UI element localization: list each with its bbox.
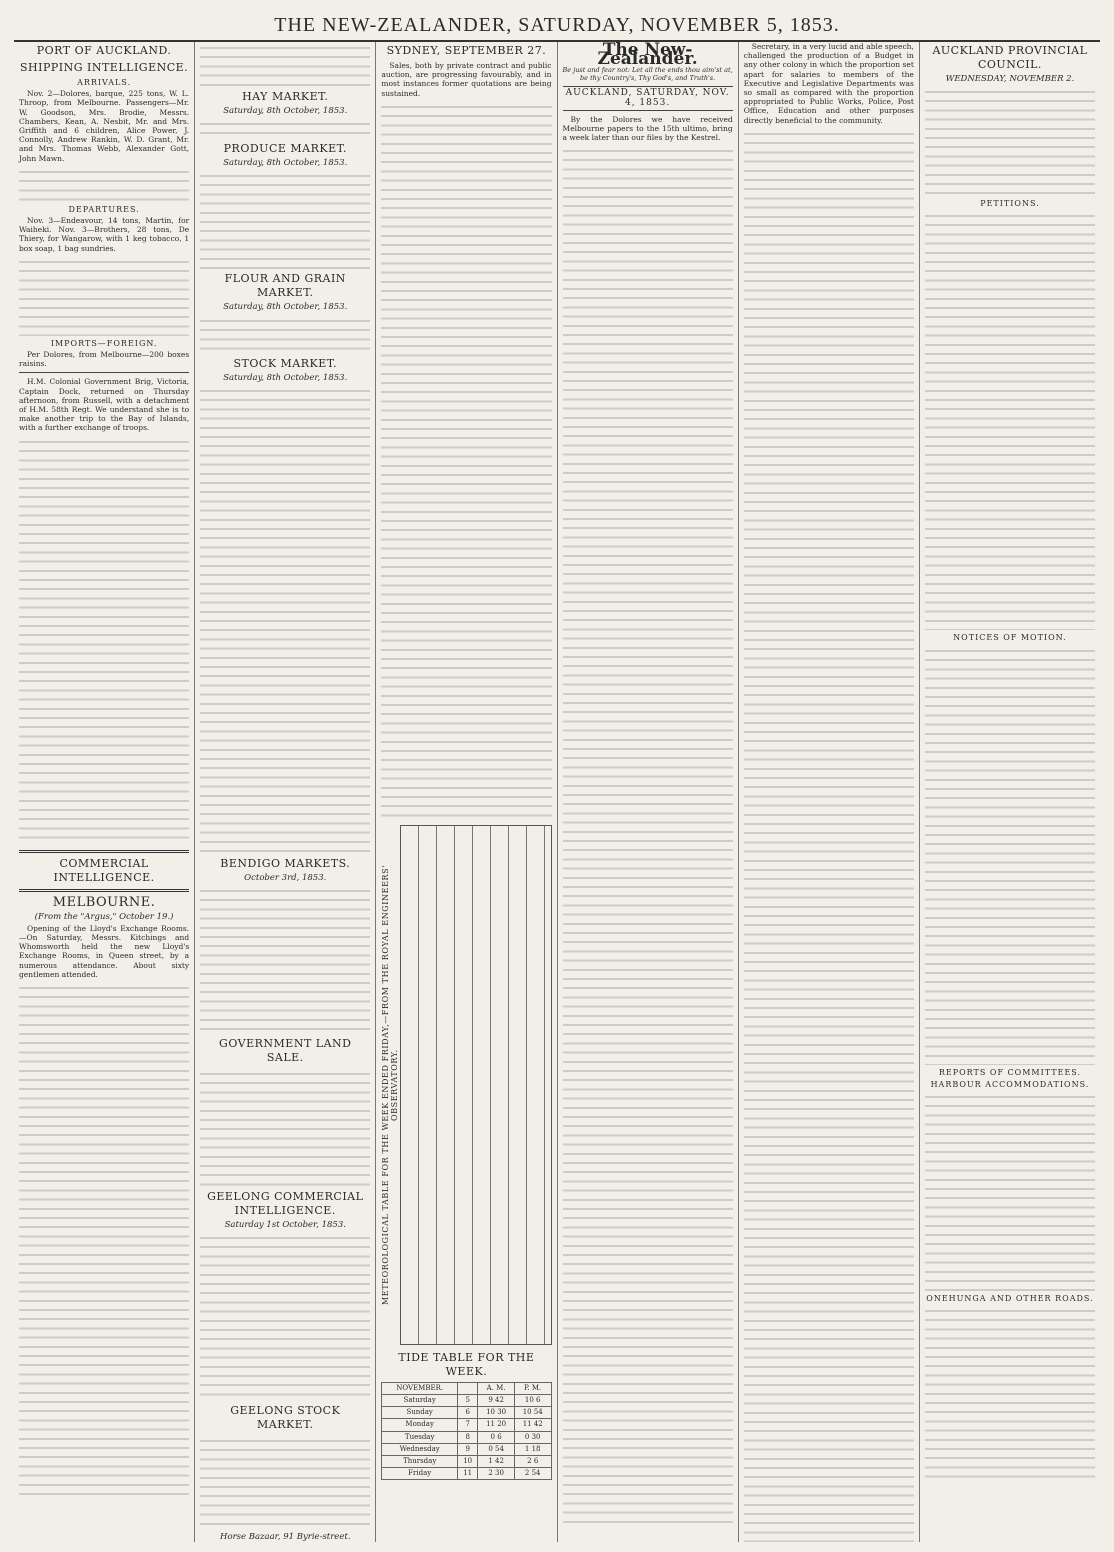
flour-market-date: Saturday, 8th October, 1853.	[223, 302, 348, 313]
tide-col-header	[458, 1382, 478, 1394]
land-sale-heading: GOVERNMENT LAND SALE.	[219, 1037, 352, 1065]
tide-cell: 9 42	[478, 1395, 515, 1407]
text-block	[925, 1305, 1095, 1485]
tide-table	[381, 1351, 551, 1481]
table-row	[382, 1468, 551, 1480]
column-3	[376, 42, 557, 1542]
text-block	[19, 256, 189, 336]
column-5	[739, 42, 920, 1542]
divider	[19, 850, 189, 853]
text-block	[200, 385, 370, 855]
tide-cell: Thursday	[382, 1456, 458, 1468]
imports-text: Per Dolores, from Melbourne—200 boxes raisins.	[19, 350, 190, 369]
tide-heading: TIDE TABLE FOR THE WEEK.	[398, 1350, 535, 1378]
tide-cell: 8	[458, 1431, 478, 1443]
text-block	[200, 1435, 370, 1531]
geelong-stock-heading: GEELONG STOCK MARKET.	[230, 1404, 341, 1432]
table-row	[382, 1407, 551, 1419]
table-row	[382, 1443, 551, 1455]
tide-col-header: P. M.	[514, 1382, 551, 1394]
paper-motto: Be just and fear not: Let all the ends thou aim'st at, be thy Country's, Thy God's, and Truth's.	[562, 66, 733, 83]
meteorological-title: METEOROLOGICAL TABLE FOR THE WEEK ENDED FRIDAY,—FROM THE ROYAL ENGINEERS' OBSERVATORY.	[381, 864, 400, 1305]
melbourne-source: (From the "Argus," October 19.)	[34, 911, 174, 922]
tide-cell: Monday	[382, 1419, 458, 1431]
text-block	[200, 42, 370, 88]
tide-table-grid	[381, 1382, 551, 1481]
commercial-heading: COMMERCIAL INTELLIGENCE.	[53, 856, 155, 884]
geelong-date: Saturday 1st October, 1853.	[224, 1220, 346, 1231]
editorial-dateline: AUCKLAND, SATURDAY, NOV. 4, 1853.	[563, 86, 733, 110]
tide-cell: 5	[458, 1395, 478, 1407]
tide-cell: 0 30	[514, 1431, 551, 1443]
tide-cell: 11 20	[478, 1419, 515, 1431]
tide-cell: 0 6	[478, 1431, 515, 1443]
tide-cell: Sunday	[382, 1407, 458, 1419]
melbourne-text: Opening of the Lloyd's Exchange Rooms.—On Saturday, Messrs. Kitchings and Whomsworth held the new Lloyd's Exchange Rooms, in Queen street, by a numerous attendance. About sixty gentlemen attended.	[19, 923, 190, 979]
text-block	[200, 170, 370, 270]
tide-col-header: A. M.	[478, 1382, 515, 1394]
arrivals-text: Nov. 2—Dolores, barque, 225 tons, W. L. Throop, from Melbourne. Passengers—Mr. W. Goodson, Mrs. Brodie, Messrs. Chambers, Kean, A. Nesbit, Mr. and Mrs. Griffith and 6 children, Alice Power, J. Connolly, Andrew Rankin, W. D. Grant, Mr. and Mrs. Thomas Webb, Alexander Gott, John Mawn.	[19, 89, 190, 163]
text-block	[200, 118, 370, 140]
editorial-lead: By the Dolores we have received Melbourne papers to the 15th ultimo, bring a week later than our files by the Kestrel.	[562, 114, 733, 143]
stock-market-date: Saturday, 8th October, 1853.	[223, 372, 348, 383]
imports-heading: IMPORTS—FOREIGN.	[50, 338, 158, 348]
text-block	[563, 145, 733, 1525]
text-block	[200, 315, 370, 355]
table-row	[382, 1395, 551, 1407]
tide-cell: 2 30	[478, 1468, 515, 1480]
tide-cell: 11	[458, 1468, 478, 1480]
notices-heading: NOTICES OF MOTION.	[953, 633, 1067, 643]
port-heading: PORT OF AUCKLAND.	[36, 44, 172, 57]
tide-cell: 1 18	[514, 1443, 551, 1455]
harbour-heading: HARBOUR ACCOMMODATIONS.	[930, 1079, 1090, 1089]
tide-cell: Friday	[382, 1468, 458, 1480]
shipping-heading: SHIPPING INTELLIGENCE.	[19, 61, 189, 74]
tide-cell: 1 42	[478, 1456, 515, 1468]
bendigo-date: October 3rd, 1853.	[244, 872, 327, 883]
tide-cell: Tuesday	[382, 1431, 458, 1443]
table-row	[382, 1456, 551, 1468]
hay-market-heading: HAY MARKET.	[242, 90, 329, 103]
column-2	[195, 42, 376, 1542]
reports-heading: REPORTS OF COMMITTEES.	[938, 1067, 1082, 1077]
tide-cell: 0 54	[478, 1443, 515, 1455]
paper-title: The New-Zealander.	[597, 42, 698, 70]
divider	[19, 372, 189, 373]
tide-cell: 2 54	[514, 1468, 551, 1480]
column-4	[558, 42, 739, 1542]
produce-market-date: Saturday, 8th October, 1853.	[223, 158, 348, 169]
tide-cell: 10	[458, 1456, 478, 1468]
tide-cell: 7	[458, 1419, 478, 1431]
tide-cell: 10 54	[514, 1407, 551, 1419]
columns	[14, 42, 1100, 1542]
tide-cell: 10 6	[514, 1395, 551, 1407]
sydney-text: Sales, both by private contract and public auction, are progressing favourably, and in most instances former quotations are being sustained.	[381, 61, 552, 98]
text-block	[200, 885, 370, 1035]
departures-text: Nov. 3—Endeavour, 14 tons, Martin, for Waiheki. Nov. 3—Brothers, 28 tons, De Thiery, for Wangarow, with 1 keg tobacco, 1 box soap, 1 bag sundries.	[19, 216, 190, 253]
stock-market-heading: STOCK MARKET.	[233, 356, 337, 370]
roads-heading: ONEHUNGA AND OTHER ROADS.	[926, 1294, 1094, 1304]
arrivals-heading: ARRIVALS.	[77, 78, 132, 87]
signature: Horse Bazaar, 91 Byrie-street.	[220, 1532, 351, 1542]
hay-market-date: Saturday, 8th October, 1853.	[223, 106, 348, 116]
tide-cell: Wednesday	[382, 1443, 458, 1455]
sydney-heading: SYDNEY, SEPTEMBER 27.	[386, 44, 547, 57]
flour-market-heading: FLOUR AND GRAIN MARKET.	[224, 272, 346, 300]
text-block	[925, 210, 1095, 630]
masthead: THE NEW-ZEALANDER, SATURDAY, NOVEMBER 5, 1853.	[14, 10, 1100, 42]
tide-col-header: NOVEMBER.	[382, 1382, 458, 1394]
departures-heading: DEPARTURES.	[68, 204, 140, 214]
column-6	[920, 42, 1100, 1542]
text-block	[925, 1091, 1095, 1291]
text-block	[19, 982, 189, 1502]
tide-cell: 9	[458, 1443, 478, 1455]
geelong-heading: GEELONG COMMERCIAL INTELLIGENCE.	[207, 1190, 364, 1218]
petitions-heading: PETITIONS.	[980, 199, 1040, 209]
text-block	[19, 436, 189, 846]
text-block	[200, 1232, 370, 1402]
council-heading: AUCKLAND PROVINCIAL COUNCIL.	[932, 44, 1088, 71]
council-date: WEDNESDAY, NOVEMBER 2.	[945, 74, 1075, 84]
tide-cell: 6	[458, 1407, 478, 1419]
tide-cell: 2 6	[514, 1456, 551, 1468]
melbourne-heading: MELBOURNE.	[52, 894, 156, 910]
produce-market-heading: PRODUCE MARKET.	[223, 142, 347, 156]
text-block	[200, 1068, 370, 1188]
bendigo-heading: BENDIGO MARKETS.	[220, 856, 351, 870]
news-text: H.M. Colonial Government Brig, Victoria, Captain Dock, returned on Thursday afternoon, from Russell, with a detachment of H.M. 58th Regt. We understand she is to make another trip to the Bay of Islands, with a further exchange of troops.	[19, 377, 190, 433]
table-row	[382, 1419, 551, 1431]
table-row	[382, 1431, 551, 1443]
text-block	[744, 128, 914, 1542]
secretary-text: Secretary, in a very lucid and able speech, challenged the production of a Budget in any other colony in which the proportion set apart for salaries to members of the Executive and Legislative Departments was so small as compared with the proportion appropriated to Public Works, Police, Post Office, Education and other purposes directly beneficial to the community.	[743, 42, 914, 125]
text-block	[925, 86, 1095, 196]
text-block	[381, 101, 551, 821]
tide-cell: 10 30	[478, 1407, 515, 1419]
column-1	[14, 42, 195, 1542]
tide-cell: 11 42	[514, 1419, 551, 1431]
tide-cell: Saturday	[382, 1395, 458, 1407]
divider	[19, 889, 189, 892]
meteorological-grid	[400, 825, 552, 1345]
text-block	[19, 166, 189, 202]
meteorological-table	[381, 825, 551, 1345]
text-block	[925, 645, 1095, 1065]
